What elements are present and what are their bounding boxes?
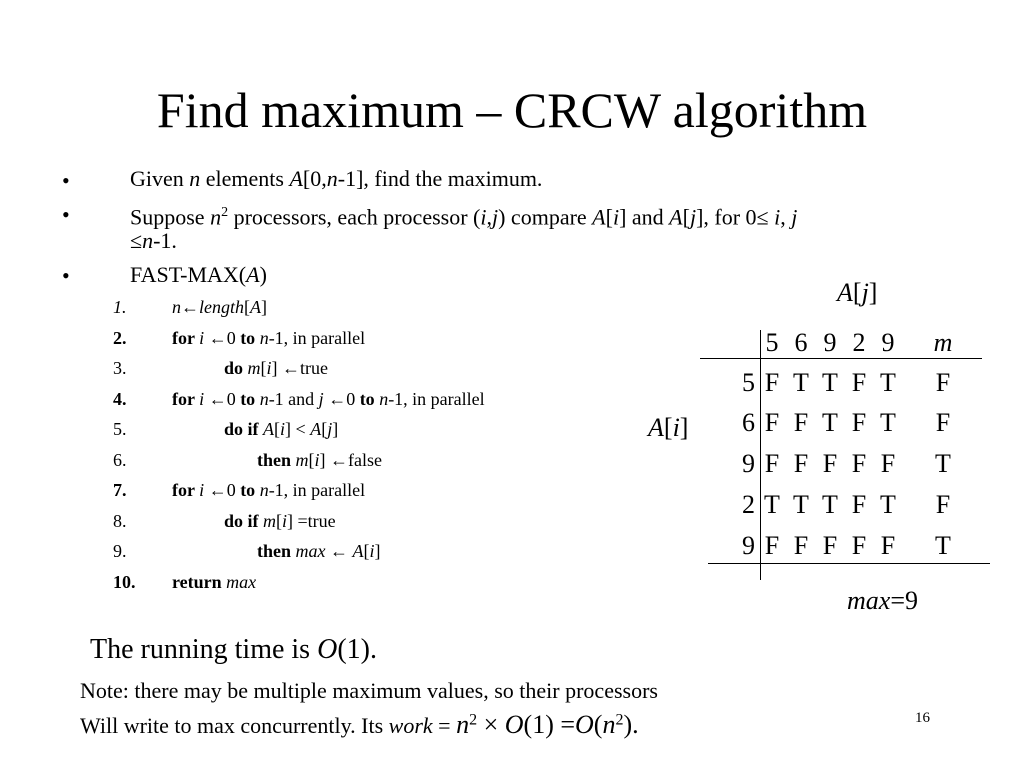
step-text: do if m[i] =true [224,510,336,531]
matrix-cell: F [764,449,780,478]
matrix-cell: F [880,449,896,478]
step-text: return max [172,571,257,592]
matrix-cell: T [793,490,809,519]
matrix-cell: F [764,368,780,397]
matrix-bottom-rule [708,563,990,564]
step-number: 8. [113,510,127,531]
bullet-suppose: Suppose $n^2$ processors, each processor (i,j) compare A[i] and A[j], for 0≤ i, j [130,204,798,230]
matrix-cell: F [851,490,867,519]
step-number: 5. [113,419,127,439]
row-value: 9 [742,449,755,478]
matrix-cell: T [880,490,896,519]
page-number: 16 [915,710,930,726]
step-number: 6. [113,449,127,470]
matrix-cell: T [793,368,809,397]
matrix-cell: F [851,531,867,560]
step-text: for i ←0 to n-1, in parallel [172,327,366,348]
m-cell: T [935,531,951,560]
m-cell: F [935,490,951,519]
bullet-suppose-line2: ≤n-1. [130,228,177,253]
matrix-label-rule [760,330,761,580]
matrix-header-rule [700,358,982,359]
step-text: then m[i] ←false [257,449,383,470]
step-text: do if A[i] < A[j] [224,419,339,439]
note-line-1: Note: there may be multiple maximum values, so their processors [80,678,658,703]
row-value: 2 [742,490,755,519]
step-number: 3. [113,358,127,378]
step-text: then max ← A[i] [257,541,381,561]
matrix-cell: F [822,449,838,478]
matrix-cell: T [764,490,780,519]
matrix-cell: F [793,449,809,478]
matrix-cell: T [822,408,838,437]
column-header-label: A[j] [837,278,878,307]
step-number: 4. [113,388,127,409]
matrix-cell: F [851,408,867,437]
matrix-cell: F [851,449,867,478]
column-value: 5 [765,328,779,357]
matrix-cell: F [880,531,896,560]
slide-title: Find maximum – CRCW algorithm [156,82,868,138]
bullet-marker: • [62,263,70,288]
row-value: 5 [742,368,755,397]
matrix-cell: T [880,408,896,437]
matrix-cell: F [793,408,809,437]
step-text: for i ←0 to n-1, in parallel [172,480,366,500]
bullet-given: Given n elements A[0,n-1], find the maximum. [130,166,543,191]
step-number: 1. [113,297,127,317]
bullet-marker: • [62,202,70,227]
bullet-fast-max: FAST-MAX(A) [130,262,267,287]
matrix-cell: F [764,408,780,437]
matrix-cell: F [851,368,867,397]
matrix-cell: T [822,490,838,519]
step-number: 10. [113,571,136,592]
column-value: 2 [852,328,866,357]
step-number: 2. [113,327,127,348]
step-text: n←length[A] [172,297,267,317]
matrix-cell: F [764,531,780,560]
step-text: for i ←0 to n-1 and j ←0 to n-1, in parallel [172,388,485,409]
matrix-cell: F [793,531,809,560]
row-value: 6 [742,408,755,437]
m-cell: F [935,368,951,397]
max-result: max=9 [847,586,918,615]
m-column-header: m [933,328,953,357]
note-line-2: Will write to max concurrently. Its work = $n^2 \times O(1) =O(n^2)$. [80,710,639,739]
column-value: 9 [823,328,837,357]
step-number: 9. [113,541,127,561]
step-text: do m[i] ←true [224,358,329,378]
step-number: 7. [113,480,127,500]
m-cell: T [935,449,951,478]
row-value: 9 [742,531,755,560]
matrix-cell: F [822,531,838,560]
bullet-marker: • [62,168,70,193]
column-value: 6 [794,328,808,357]
matrix-cell: T [822,368,838,397]
matrix-cell: T [880,368,896,397]
column-value: 9 [881,328,895,357]
row-header-label: A[i] [648,413,689,442]
m-cell: F [935,408,951,437]
running-time: The running time is O(1). [90,634,377,665]
